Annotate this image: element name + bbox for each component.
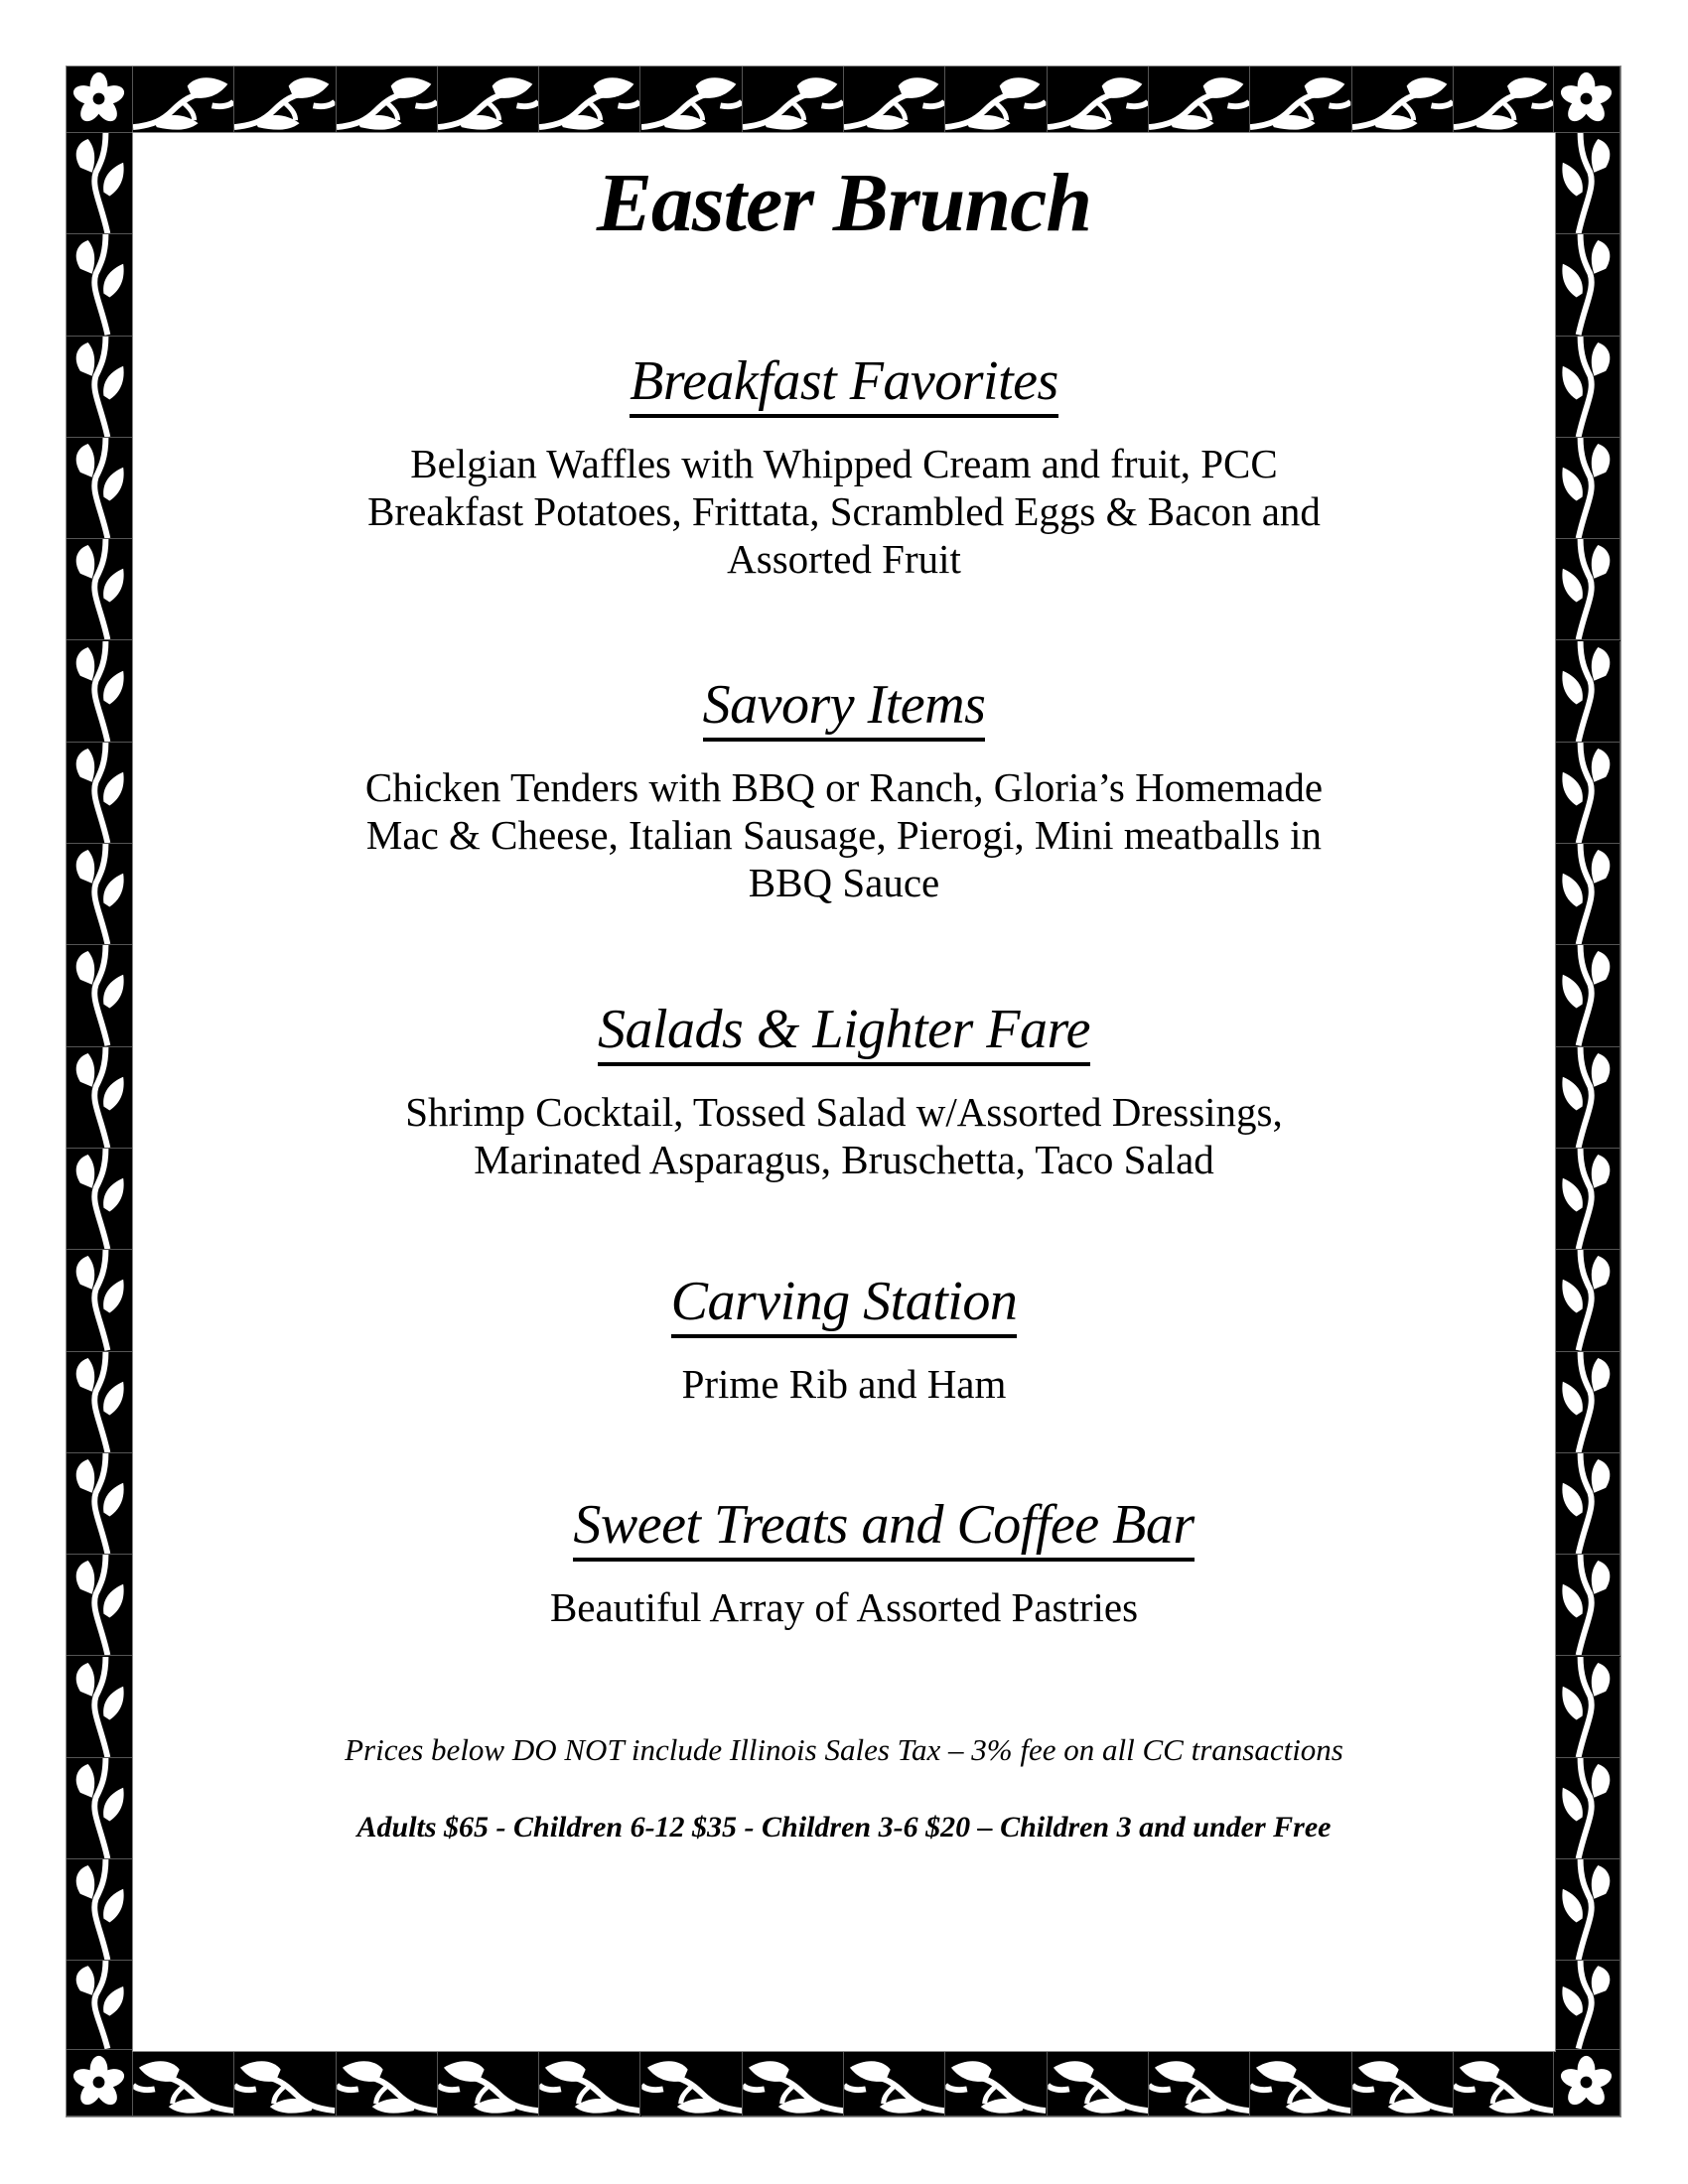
vine-leaf-icon (1149, 67, 1250, 133)
vine-leaf-icon (1554, 438, 1620, 539)
section-carving-station (132, 1269, 1556, 1408)
vine-leaf-icon (67, 1149, 133, 1250)
vine-leaf-icon (438, 67, 539, 133)
price-list: Adults $65 - Children 6-12 $35 - Children 3-6 $20 – Children 3 and under Free (356, 1811, 1332, 1843)
tax-disclaimer: Prices below DO NOT include Illinois Sales Tax – 3% fee on all CC transactions (345, 1732, 1343, 1767)
vine-leaf-icon (1554, 539, 1620, 640)
section-items (258, 763, 1430, 906)
vine-leaf-icon (1454, 2050, 1554, 2116)
vine-leaf-icon (1554, 1758, 1620, 1859)
flower-icon (1554, 67, 1620, 133)
vine-leaf-icon (67, 1961, 133, 2050)
item-line: Belgian Waffles with Whipped Cream and fruit, PCC (410, 441, 1278, 486)
vine-leaf-icon (1554, 1859, 1620, 1961)
vine-leaf-icon (67, 641, 133, 743)
section-items (258, 440, 1430, 583)
vine-leaf-icon (1554, 234, 1620, 336)
vine-leaf-icon (539, 2050, 640, 2116)
vine-leaf-icon (641, 67, 743, 133)
menu-title: Easter Brunch (596, 157, 1092, 249)
item-line: BBQ Sauce (748, 860, 940, 905)
item-line: Chicken Tenders with BBQ or Ranch, Gloria’s Homemade (364, 764, 1324, 810)
vine-leaf-icon (1554, 1149, 1620, 1250)
vine-leaf-icon (945, 67, 1047, 133)
section-items (258, 1360, 1430, 1408)
vine-leaf-icon (67, 1657, 133, 1758)
section-sweet-treats-coffee-bar (172, 1492, 1596, 1631)
vine-leaf-icon (1352, 2050, 1454, 2116)
vine-leaf-icon (67, 743, 133, 844)
section-heading: Breakfast Favorites (630, 348, 1058, 418)
vine-leaf-icon (67, 1758, 133, 1859)
vine-leaf-icon (67, 1250, 133, 1351)
vine-leaf-icon (1554, 337, 1620, 438)
vine-leaf-icon (844, 2050, 945, 2116)
vine-leaf-icon (67, 1047, 133, 1149)
section-items (258, 1583, 1430, 1631)
vine-leaf-icon (337, 2050, 438, 2116)
section-heading: Sweet Treats and Coffee Bar (573, 1492, 1194, 1562)
vine-leaf-icon (1454, 67, 1554, 133)
vine-leaf-icon (67, 1859, 133, 1961)
vine-leaf-icon (1352, 67, 1454, 133)
vine-leaf-icon (67, 1352, 133, 1453)
vine-leaf-icon (539, 67, 640, 133)
section-heading: Carving Station (671, 1269, 1018, 1338)
section-heading: Salads & Lighter Fare (598, 997, 1090, 1066)
vine-leaf-icon (1250, 67, 1351, 133)
section-items (258, 1088, 1430, 1183)
vine-leaf-icon (67, 844, 133, 945)
vine-leaf-icon (1048, 67, 1149, 133)
vine-leaf-icon (67, 1453, 133, 1555)
vine-leaf-icon (67, 945, 133, 1046)
vine-leaf-icon (641, 2050, 743, 2116)
vine-leaf-icon (133, 67, 234, 133)
vine-leaf-icon (1554, 945, 1620, 1046)
menu-content (132, 132, 1556, 2052)
item-line: Mac & Cheese, Italian Sausage, Pierogi, Mini meatballs in (365, 812, 1323, 858)
vine-leaf-icon (337, 67, 438, 133)
vine-leaf-icon (67, 438, 133, 539)
vine-leaf-icon (1048, 2050, 1149, 2116)
vine-leaf-icon (1554, 641, 1620, 743)
vine-leaf-icon (844, 67, 945, 133)
flower-icon (67, 2050, 133, 2116)
item-line: Beautiful Array of Assorted Pastries (549, 1584, 1139, 1630)
vine-leaf-icon (1554, 1657, 1620, 1758)
vine-leaf-icon (1554, 1352, 1620, 1453)
item-line: Marinated Asparagus, Bruschetta, Taco Salad (474, 1137, 1214, 1182)
vine-leaf-icon (945, 2050, 1047, 2116)
vine-leaf-icon (1554, 1047, 1620, 1149)
vine-leaf-icon (67, 133, 133, 234)
vine-leaf-icon (743, 67, 844, 133)
vine-leaf-icon (67, 337, 133, 438)
flower-icon (67, 67, 133, 133)
vine-leaf-icon (1554, 133, 1620, 234)
vine-leaf-icon (67, 1555, 133, 1656)
vine-leaf-icon (1149, 2050, 1250, 2116)
vine-leaf-icon (1554, 1961, 1620, 2050)
vine-leaf-icon (234, 67, 336, 133)
vine-leaf-icon (1554, 1250, 1620, 1351)
vine-leaf-icon (1554, 844, 1620, 945)
item-line: Prime Rib and Ham (681, 1361, 1007, 1407)
flower-icon (1554, 2050, 1620, 2116)
item-line: Assorted Fruit (727, 536, 961, 582)
vine-leaf-icon (438, 2050, 539, 2116)
item-line: Shrimp Cocktail, Tossed Salad w/Assorted Dressings, (405, 1089, 1283, 1135)
item-line: Breakfast Potatoes, Frittata, Scrambled Eggs & Bacon and (367, 488, 1321, 534)
vine-leaf-icon (1554, 743, 1620, 844)
vine-leaf-icon (67, 234, 133, 336)
vine-leaf-icon (1250, 2050, 1351, 2116)
section-salads-lighter-fare (132, 997, 1556, 1183)
vine-leaf-icon (133, 2050, 234, 2116)
vine-leaf-icon (234, 2050, 336, 2116)
vine-leaf-icon (67, 539, 133, 640)
vine-leaf-icon (743, 2050, 844, 2116)
section-heading: Savory Items (703, 672, 986, 742)
section-savory-items (132, 672, 1556, 906)
section-breakfast-favorites (132, 348, 1556, 583)
